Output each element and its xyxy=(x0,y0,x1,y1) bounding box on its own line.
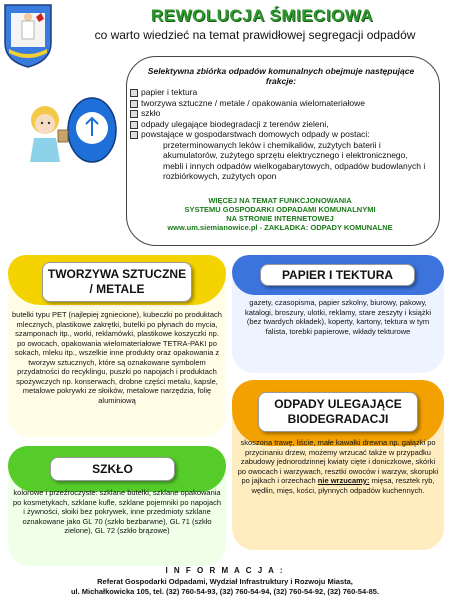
website-link[interactable]: www.um.siemianowice.pl - ZAKŁADKA: ODPADY KOMUNALNE xyxy=(167,223,393,232)
more-info-line: WIĘCEJ NA TEMAT FUNKCJONOWANIA xyxy=(208,196,352,205)
bio-description xyxy=(236,438,440,495)
page-title: REWOLUCJA ŚMIECIOWA xyxy=(150,6,374,25)
list-item: szkło xyxy=(130,108,430,119)
bio-title-line: BIODEGRADACJI xyxy=(287,412,389,426)
more-info-line: NA STRONIE INTERNETOWEJ xyxy=(226,214,334,223)
bio-text: skoszona trawę, liście, małe kawałki drewna np. gałązki po przycinaniu drzew, możemy wrzucać także w przypadku zabudowy jednorodzinnej kwiaty cięte i doniczkowe, skórki po owocach i warzywach, resztki owoców i warzyw, skorupki po jajkach i orzechach xyxy=(237,438,439,485)
list-item: przeterminowanych leków i chemikaliów, zużytych baterii i akumulatorów, zużytego sprzętu elektrycznego i elektronicznego, mebli i innych odpadów wielkogabarytowych, odpadów budowlanych i rozbiórkowych, zużytych opon xyxy=(163,139,426,181)
list-item: powstające w gospodarstwach domowych odpady w postaci: xyxy=(130,129,430,140)
more-info-line: SYSTEMU GOSPODARKI ODPADAMI KOMUNALNYMI xyxy=(184,205,376,214)
glass-description: kolorowe i przeźroczyste: szklane butelki, szklane opakowania po kosmetykach, szklane kufle, szklane pojemniki po napojach i żywności, słoiki bez pokrywek, inne przedmioty szklane oznakowane jako GL 70 (szkło bezbarwne), GL 71 (szkło zielone), GL 72 (szkło brązowe) xyxy=(12,488,222,535)
footer-heading: I N F O R M A C J A : xyxy=(165,566,285,575)
plastic-title xyxy=(42,262,192,302)
info-heading: Selektywna zbiórka odpadów komunalnych obejmuje następujące frakcje: xyxy=(147,66,415,86)
page-subtitle: co warto wiedzieć na temat prawidłowej segregacji odpadów xyxy=(94,28,416,42)
bio-emphasis: nie wrzucamy: xyxy=(317,476,370,485)
plastic-description: butelki typu PET (najlepiej zgniecione), kubeczki po produktach mlecznych, plastikowe zakrętki, butelki po płynach do mycia, szamponach itp., worki, reklamówki, plastikowe koszyczki np. po owocach, opakowania wielomateriałowe TETRA-PAKI po sokach, mleku itp., wszelkie inne produkty oraz opakowania z tworzyw sztucznych, które są oznakowane symbolem przydatności do recyklingu, puszki po napojach i produktach spożywczych np. konserwach, drobne części metalu, kapsle, metalowe pokrywki ze słoików, metalowe narzędzia, folię aluminiową xyxy=(12,310,222,405)
bio-text: mięsa, resztek ryb, wędlin, mięs, kości, płynnych odpadów kuchennych. xyxy=(251,476,435,495)
more-info xyxy=(140,196,420,232)
glass-title: SZKŁO xyxy=(50,457,175,481)
coat-of-arms-icon xyxy=(3,3,53,69)
fractions-list xyxy=(130,87,430,182)
recycling-bin-illustration-icon xyxy=(20,90,130,165)
list-item: papier i tektura xyxy=(130,87,430,98)
list-item: odpady ulegające biodegradacji z terenów zieleni, xyxy=(130,119,430,130)
footer-line: Referat Gospodarki Odpadami, Wydział Infrastruktury i Rozwoju Miasta, xyxy=(97,577,353,586)
paper-title: PAPIER I TEKTURA xyxy=(260,264,415,286)
bio-title xyxy=(258,392,418,432)
plastic-title-line: TWORZYWA SZTUCZNE xyxy=(47,267,187,281)
list-item: tworzywa sztuczne / metale / opakowania wielomateriałowe xyxy=(130,98,430,109)
plastic-title-line: / METALE xyxy=(89,282,145,296)
footer-line: ul. Michałkowicka 105, tel. (32) 760-54-93, (32) 760-54-94, (32) 760-54-92, (32) 760-54-85. xyxy=(70,587,380,596)
bio-title-line: ODPADY ULEGAJĄCE xyxy=(274,397,402,411)
paper-description: gazety, czasopisma, papier szkolny, biurowy, pakowy, katalogi, broszury, ulotki, reklamy, stare zeszyty i książki (bez twardych okładek), koperty, kartony, tektura w tym falista, torebki papierowe, wkłady tekturowe xyxy=(244,298,432,336)
